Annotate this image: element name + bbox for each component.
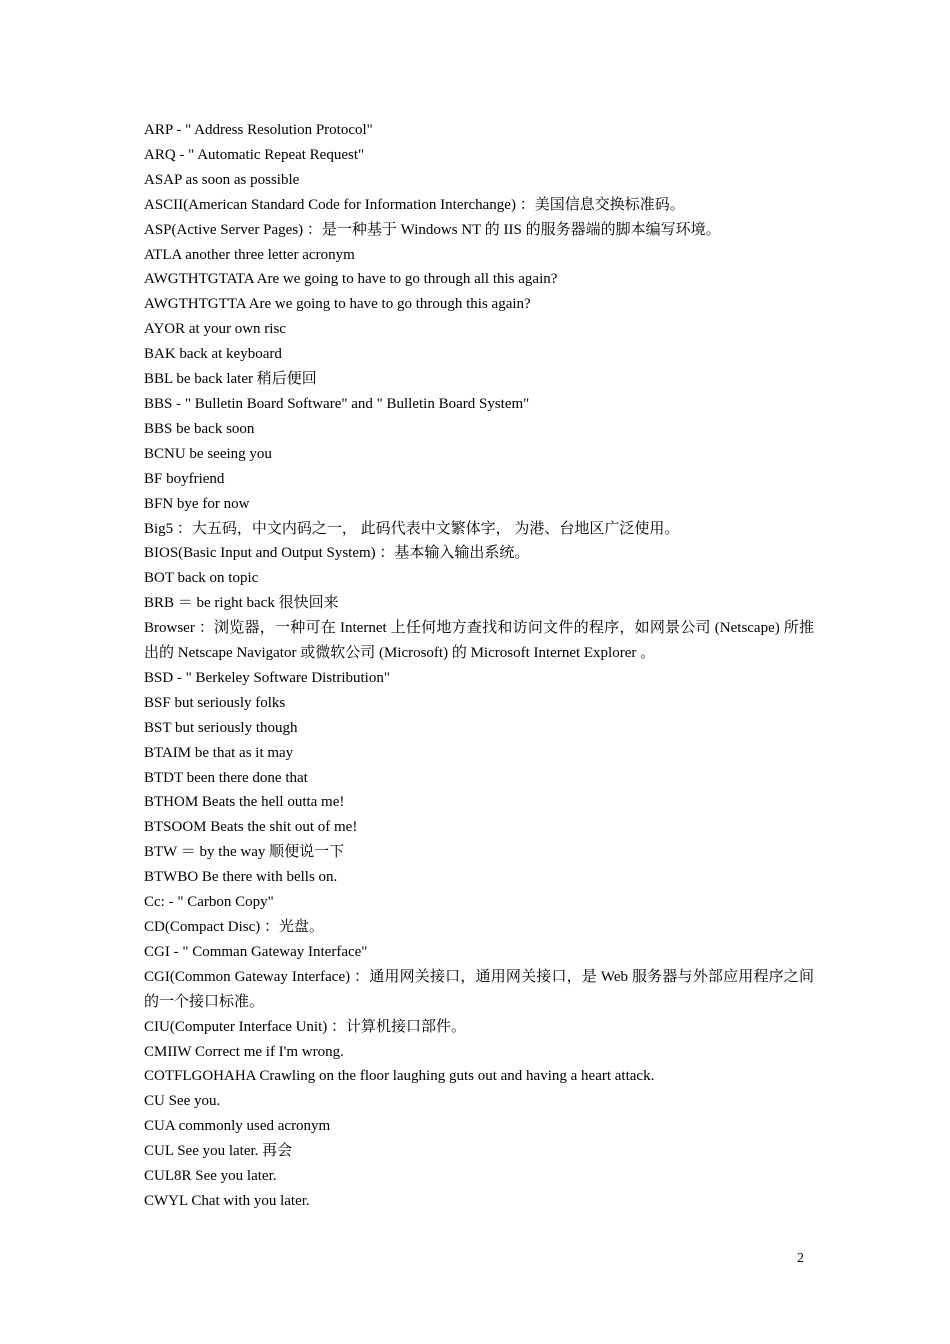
list-item: AWGTHTGTATA Are we going to have to go through all this again? (144, 271, 558, 288)
list-item: CGI(Common Gateway Interface) ：通用网关接口，通用网关接口，是 Web 服务器与外部应用程序之间的一个接口标准。 (144, 968, 814, 1010)
list-item: ASCII(American Standard Code for Information Interchange) ：美国信息交换标准码。 (144, 196, 685, 213)
list-item: BST but seriously though (144, 719, 298, 736)
list-item: Cc: - " Carbon Copy" (144, 894, 274, 911)
list-item: BBS be back soon (144, 420, 255, 437)
list-item: BTAIM be that as it may (144, 744, 294, 761)
list-item: ATLA another three letter acronym (144, 246, 355, 263)
list-item: ASAP as soon as possible (144, 171, 300, 188)
list-item: BBS - " Bulletin Board Software" and " Bulletin Board System" (144, 395, 530, 412)
list-item: CUA commonly used acronym (144, 1118, 331, 1135)
list-item: BSD - " Berkeley Software Distribution" (144, 669, 390, 686)
list-item: CD(Compact Disc) ：光盘。 (144, 919, 324, 935)
list-item: AWGTHTGTTA Are we going to have to go through this again? (144, 296, 531, 313)
list-item: CU See you. (144, 1093, 221, 1110)
list-item: BBL be back later 稍后便回 (144, 371, 317, 388)
list-item: BFN bye for now (144, 495, 250, 512)
list-item: CMIIW Correct me if I'm wrong. (144, 1043, 344, 1060)
list-item: CUL See you later. 再会 (144, 1143, 293, 1160)
list-item: CWYL Chat with you later. (144, 1192, 310, 1209)
list-item: CUL8R See you later. (144, 1168, 277, 1185)
list-item: ARP - " Address Resolution Protocol" (144, 122, 373, 138)
list-item: ASP(Active Server Pages) ：是一种基于 Windows NT 的 IIS 的服务器端的脚本编写环境。 (144, 221, 721, 238)
list-item: BCNU be seeing you (144, 445, 272, 462)
list-item: AYOR at your own risc (144, 321, 286, 338)
list-item: BRB ＝ be right back 很快回来 (144, 595, 339, 612)
list-item: CIU(Computer Interface Unit) ：计算机接口部件。 (144, 1018, 467, 1035)
list-item: BTW ＝ by the way 顺便说一下 (144, 844, 345, 861)
list-item: BTWBO Be there with bells on. (144, 869, 338, 886)
list-item: COTFLGOHAHA Crawling on the floor laughing guts out and having a heart attack. (144, 1068, 655, 1085)
list-item: BSF but seriously folks (144, 694, 286, 711)
list-item: CGI - " Comman Gateway Interface" (144, 943, 368, 960)
list-item: BOT back on topic (144, 570, 259, 587)
list-item: Browser ：浏览器，一种可在 Internet 上任何地方查找和访问文件的程序，如网景公司 (Netscape) 所推出的 Netscape Navigator 或微软公司 (Microsoft) 的 Microsoft Internet Explorer 。 (144, 620, 814, 662)
list-item: BAK back at keyboard (144, 346, 282, 363)
list-item: Big5 ：大五码，中文内码之一， 此码代表中文繁体字， 为港、台地区广泛使用。 (144, 520, 680, 537)
list-item: BTSOOM Beats the shit out of me! (144, 819, 358, 836)
page-number: 2 (797, 1251, 804, 1266)
acronym-list (144, 118, 814, 1214)
list-item: BF boyfriend (144, 470, 225, 487)
list-item: ARQ - " Automatic Repeat Request" (144, 146, 365, 163)
list-item: BTDT been there done that (144, 769, 308, 786)
list-item: BTHOM Beats the hell outta me! (144, 794, 345, 811)
list-item: BIOS(Basic Input and Output System) ：基本输入输出系统。 (144, 545, 530, 562)
